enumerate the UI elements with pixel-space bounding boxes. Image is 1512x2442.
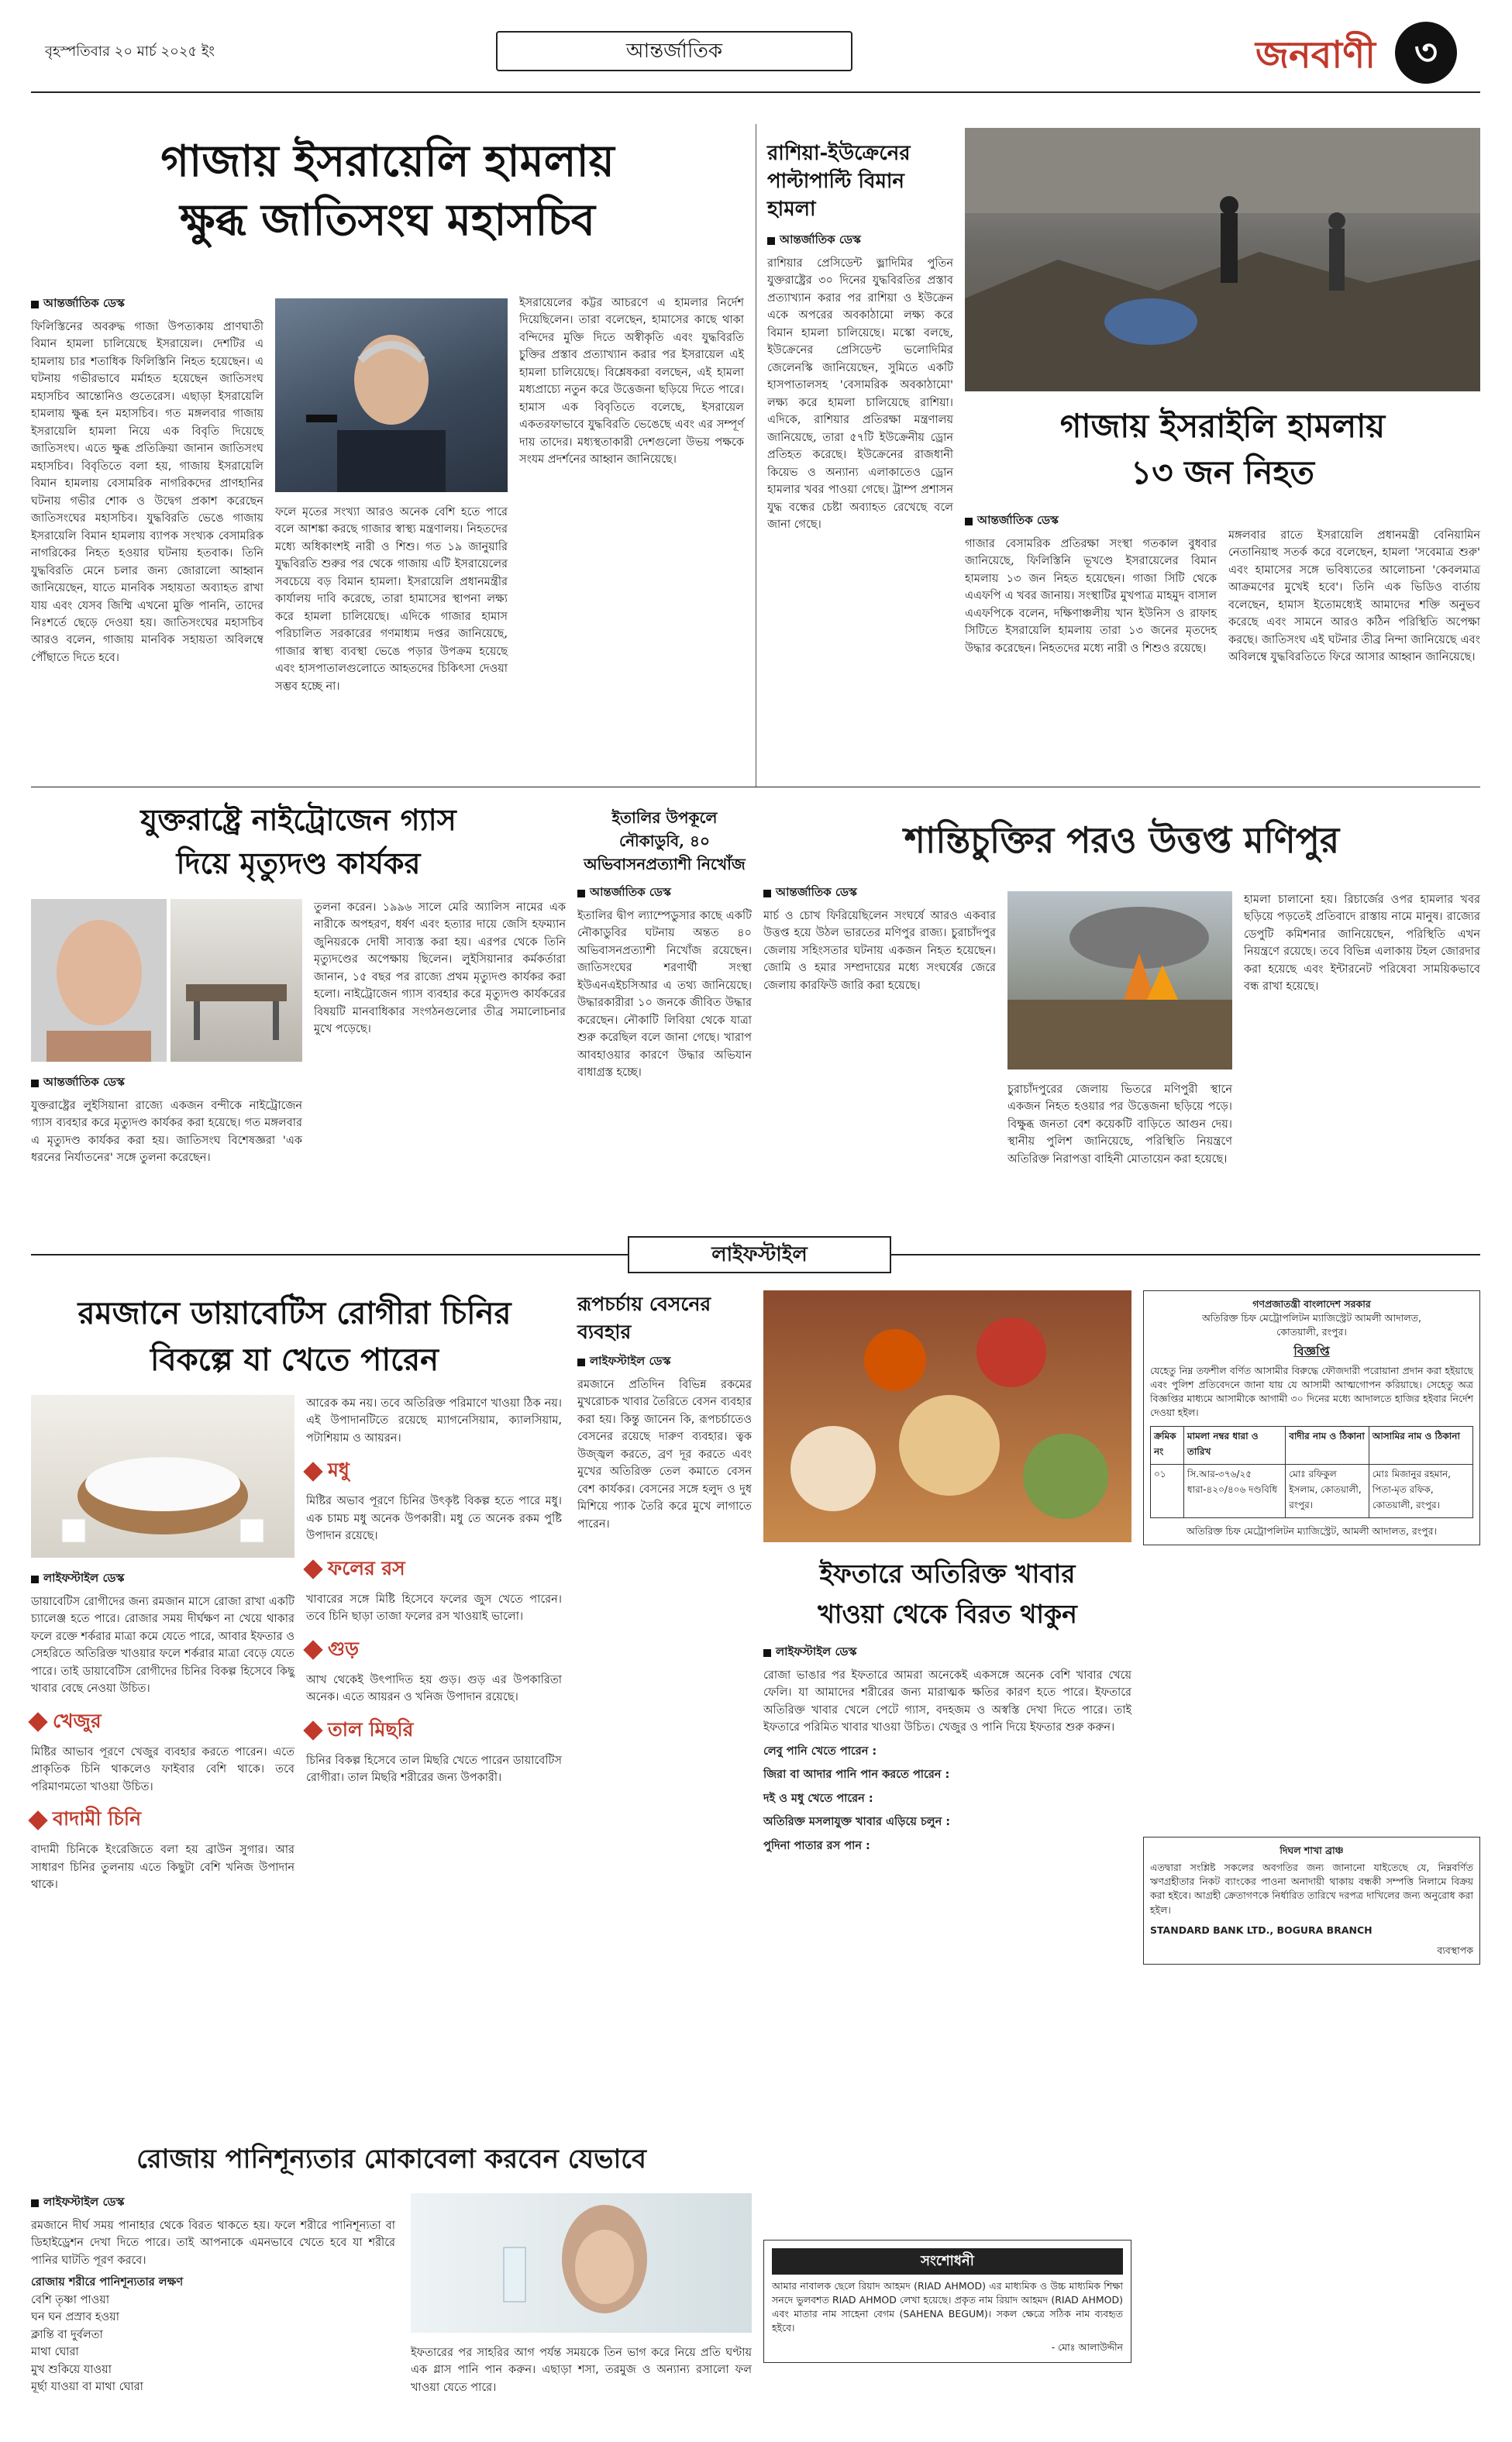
issue-date: বৃহস্পতিবার ২০ মার্চ ২০২৫ ইং [45, 43, 215, 60]
correction-box [763, 2240, 1131, 2363]
iftar-tip5: পুদিনা পাতার রস পান : [763, 1839, 870, 1852]
gaza13-col1 [965, 511, 1217, 657]
subhead-khejur: খেজুর [31, 1706, 294, 1739]
iftar-dept: লাইফস্টাইল ডেস্ক [763, 1643, 1131, 1662]
russia-body: রাশিয়ার প্রেসিডেন্ট ভ্লাদিমির পুতিন যুক্তরাষ্ট্রের ৩০ দিনের যুদ্ধবিরতির প্রস্তাব প্রত্যাখ্যান করার পর রাশিয়া ও ইউক্রেন একে অপরের অবকাঠামো লক্ষ্য করে বিমান হামলা চালিয়েছে। মস্কো বলছে, ইউক্রেনের প্রেসিডেন্ট ভলোদিমির জেলেনস্কি জানিয়েছেন, সুমিতে একটি হাসপাতালসহ 'বেসামরিক অবকাঠামো' লক্ষ্য করে হামলা চালিয়েছে রাশিয়া। এদিকে, রাশিয়ার প্রতিরক্ষা মন্ত্রণালয় জানিয়েছে, তারা ৫৭টি ইউক্রেনীয় ড্রোন প্রতিহত করেছে। ইউক্রেনের রাজধানী কিয়েভ ও অন্যান্য এলাকাতেও ড্রোন হামলার খবর পাওয়া গেছে। ট্রাম্প প্রশাসন যুদ্ধ বন্ধের চেষ্টা অব্যাহত রেখেছে বলে জানা গেছে। [767, 257, 953, 532]
lead-body-col2: ফলে মৃতের সংখ্যা আরও অনেক বেশি হতে পারে বলে আশঙ্কা করছে গাজার স্বাস্থ্য মন্ত্রণালয়। নিহতদের মধ্যে অধিকাংশই নারী ও শিশু। গত ১৯ জানুয়ারি যুদ্ধবিরতি শুরুর পর থেকে গাজায় এটি ইসরায়েলের সবচেয়ে বড় বিমান হামলা। ইসরায়েলি প্রধানমন্ত্রীর কার্যালয় দাবি করেছে, তারা হামাসের স্থাপনা লক্ষ্য করে হামলা চালিয়েছে। এদিকে গাজার হামাস পরিচালিত সরকারের গণমাধ্যম দপ্তর জানিয়েছে, গাজার স্বাস্থ্য ব্যবস্থা ভেঙে পড়ার উপক্রম হয়েছে এবং হাসপাতালগুলোতে আহতদের চিকিৎসা দেওয়া সম্ভব হচ্ছে না। [275, 506, 508, 693]
execution-chamber-photo [170, 899, 302, 1062]
diabetes-col1 [31, 1569, 294, 1894]
khejur-body: মিষ্টির আভাব পূরণে খেজুর ব্যবহার করতে পারেন। এতে প্রাকৃতিক চিনি থাকলেও ফাইবার বেশি থাকে। তবে পরিমাণমতো খাওয়া উচিত। [31, 1745, 294, 1793]
manipur-col1 [763, 883, 996, 994]
masthead-rule [31, 91, 1480, 93]
iftar-tip4: অতিরিক্ত মসলাযুক্ত খাবার এড়িয়ে চলুন : [763, 1816, 951, 1829]
water-list-title: রোজায় শরীরে পানিশূন্যতার লক্ষণ [31, 2276, 184, 2289]
subhead-fol: ফলের রস [306, 1553, 562, 1586]
diabetes-headline-line2: বিকল্পে যা খেতে পারেন [150, 1342, 439, 1378]
water-list-item: ক্লান্তি বা দুর্বলতা [31, 2328, 103, 2341]
manipur-body-col3: হামলা চালানো হয়। রিচার্জের ওপর হামলার খবর ছড়িয়ে পড়তেই প্রতিবাদে রাস্তায় নামে মানুষ। রাজ্যের ডেপুটি কমিশনার জানিয়েছেন, পরিস্থিতি এখন নিয়ন্ত্রণে রয়েছে। তবে বিভিন্ন এলাকায় টহল জোরদার করা হয়েছে এবং ইন্টারনেট পরিষেবা সাময়িকভাবে বন্ধ রাখা হয়েছে। [1244, 894, 1480, 994]
woman-illustration [411, 2193, 752, 2333]
guterres-photo [275, 298, 508, 492]
water-list-item: মূর্ছা যাওয়া বা মাথা ঘোরা [31, 2381, 143, 2394]
lead-body-col1: ফিলিস্তিনের অবরুদ্ধ গাজা উপত্যকায় প্রাণঘাতী বিমান হামলা চালিয়েছে ইসরায়েল। দেশটির এ হামলায় চার শতাধিক ফিলিস্তিনি নিহত হয়েছেন। এ ঘটনায় গভীরভাবে মর্মাহত হয়েছেন জাতিসংঘ মহাসচিব আন্তোনিও গুতেরেস। এছাড়া ইসরায়েলি হামলায় ক্ষুব্ধ হন মহাসচিব। গত মঙ্গলবার গাজায় ইসরায়েলি হামলা নিয়ে এক বিবৃতি দিয়েছে জাতিসংঘ। এতে ক্ষুব্ধ প্রতিক্রিয়া জানান জাতিসংঘ মহাসচিব। বিবৃতিতে বলা হয়, গাজায় ইসরায়েলি বিমান হামলায় বেসামরিক নাগরিকদের প্রাণহানির ঘটনায় গভীর শোক ও উদ্বেগ প্রকাশ করেছেন জাতিসংঘের মহাসচিব। যুদ্ধবিরতি ভেঙে গাজায় ইসরায়েলি বিমান হামলায় ব্যাপক সংখ্যক বেসামরিক নাগরিকের নিহত হওয়ার ঘটনায় হতবাক। তিনি যুদ্ধবিরতি মেনে চলার জন্য জোরালো আহ্বান জানিয়েছেন, যাতে মানবিক সহায়তা অব্যাহত রাখা যায় এবং যেসব জিম্মি এখনো মুক্তি পাননি, তাদের নিঃশর্তে ছেড়ে দেওয়া হয়। জাতিসংঘের মহাসচিব আরও বলেন, গাজায় মানবিক সহায়তা অবিলম্বে পৌঁছাতে দিতে হবে। [31, 321, 263, 664]
newspaper-logo: জনবাণী [1255, 33, 1376, 77]
italy-headline: ইতালির উপকূলে নৌকাডুবি, ৪০ অভিবাসনপ্রত্যাশী নিখোঁজ [584, 808, 746, 873]
iftar-body: রোজা ভাঙার পর ইফতারে আমরা অনেকেই একসঙ্গে অনেক বেশি খাবার খেয়ে ফেলি। যা আমাদের শরীরের জন্য মারাত্মক ক্ষতির কারণ হতে পারে। ইফতারে অতিরিক্ত খাবার খেলে পেটে গ্যাস, বদহজম ও অস্বস্তি দেখা দিতে পারে। তাই ইফতারে পরিমিত খাবার খাওয়া উচিত। খেজুর ও পানি দিয়ে ইফতার শুরু করুন। [763, 1669, 1131, 1734]
notice-th: বাদীর নাম ও ঠিকানা [1286, 1427, 1369, 1465]
subhead-gur: গুড় [306, 1634, 562, 1667]
usa-body1: যুক্তরাষ্ট্রের লুইসিয়ানা রাজ্যে একজন বন্দীকে নাইট্রোজেন গ্যাস ব্যবহার করে মৃত্যুদণ্ড কার্যকর করা হয়েছে। গত মঙ্গলবার এ মৃত্যুদণ্ড কার্যকর করা হয়। জাতিসংঘ বিশেষজ্ঞরা 'এক ধরনের নির্যাতনের' সঙ্গে তুলনা করেছেন। [31, 1100, 302, 1165]
notice2-title: দিঘল শাখা ব্রাঞ্চ [1280, 1844, 1344, 1856]
usa-headline-line1: যুক্তরাষ্ট্রে নাইট্রোজেন গ্যাস [140, 802, 456, 837]
water-dept: লাইফস্টাইল ডেস্ক [31, 2193, 395, 2213]
sugar-photo [31, 1395, 294, 1558]
fol-body: খাবারের সঙ্গে মিষ্টি হিসেবে ফলের জুস খেতে পারেন। তবে চিনি ছাড়া তাজা ফলের রস খাওয়াই ভালো। [306, 1593, 562, 1624]
usa-headline [31, 798, 566, 885]
notice-td: মোঃ রফিকুল ইসলাম, কোতয়ালী, রংপুর। [1286, 1465, 1369, 1518]
correction-sign: - মোঃ আলাউদ্দীন [1051, 2340, 1123, 2353]
iftar-tip3: দই ও মধু খেতে পারেন : [763, 1792, 873, 1805]
iftar-photo [763, 1290, 1131, 1542]
notice-th: আসামির নাম ও ঠিকানা [1369, 1427, 1472, 1465]
iftar-tip1: লেবু পানি খেতে পারেন : [763, 1745, 877, 1758]
besan-story [577, 1290, 752, 1533]
russia-dept: আন্তর্জাতিক ডেস্ক [767, 231, 953, 250]
diabetes-headline-line1: রমজানে ডায়াবেটিস রোগীরা চিনির [77, 1295, 511, 1331]
gaza13-headline-line1: গাজায় ইসরাইলি হামলায় [1059, 407, 1386, 445]
gaza13-headline-line2: ১৩ জন নিহত [1130, 453, 1315, 491]
diabetes-dept: লাইফস্টাইল ডেস্ক [31, 1569, 294, 1589]
fire-illustration [1007, 891, 1232, 1069]
modhu-body: মিষ্টির অভাব পূরণে চিনির উৎকৃষ্ট বিকল্প হতে পারে মধু। এক চামচ মধু অনেক উপকারী। মধু তে অনেক রকম পুষ্টি উপাদান রয়েছে। [306, 1495, 562, 1543]
italy-story [577, 806, 752, 1082]
lead-col3 [519, 294, 744, 469]
water-list-item: বেশি তৃষ্ণা পাওয়া [31, 2293, 110, 2306]
manipur-col2 [1007, 1081, 1232, 1168]
lead-headline-line2: ক্ষুব্ধ জাতিসংঘ মহাসচিব [180, 195, 595, 246]
gaza13-body-col1: গাজার বেসামরিক প্রতিরক্ষা সংস্থা গতকাল বুধবার জানিয়েছে, ফিলিস্তিনি ভূখণ্ডে ইসরায়েলের বিমান হামলায় ১৩ জন নিহত হয়েছেন। গাজা সিটি থেকে এএফপি এ খবর জানায়। সংস্থাটির মুখপাত্র মাহমুদ বাসাল এএফপিকে বলেন, দক্ষিণাঞ্চলীয় খান ইউনিস ও রাফাহ সিটিতে ইসরায়েলি হামলায় তারা ১৩ জনের মৃতদেহ উদ্ধার করেছেন। নিহতদের মধ্যে নারী ও শিশুও রয়েছে। [965, 538, 1217, 655]
tal-body: চিনির বিকল্প হিসেবে তাল মিছরি খেতে পারেন ডায়াবেটিস রোগীরা। তাল মিছরি শরীরের জন্য উপকারী। [306, 1754, 562, 1785]
woman-drinking-photo [411, 2193, 752, 2333]
manipur-body-col1: মার্চ ও চোখ ফিরিয়েছিলেন সংঘর্ষে আরও একবার উত্তপ্ত হয়ে উঠল ভারতের মণিপুর রাজ্য। চুরাচাঁদপুর জেলায় সহিংসতার ঘটনায় একজন নিহত হয়েছেন। জোমি ও হমার সম্প্রদায়ের মধ্যে সংঘর্ষের জেরে জেলায় কারফিউ জারি করা হয়েছে। [763, 910, 996, 992]
water-headline: রোজায় পানিশূন্যতার মোকাবেলা করবেন যেভাবে [136, 2144, 646, 2175]
gaza13-headline [965, 403, 1480, 496]
manipur-dept: আন্তর্জাতিক ডেস্ক [763, 883, 996, 903]
correction-body: আমার নাবালক ছেলে রিয়াদ আহমদ (RIAD AHMOD) এর মাধ্যমিক ও উচ্চ মাধ্যমিক শিক্ষা সনদে ভুলবশত RIAD AHMOD লেখা হয়েছে। প্রকৃত নাম রিয়াদ আহমদ (RIAD AHMOD) এবং মাতার নাম সাহেনা বেগম (SAHENA BEGUM)। সকল ক্ষেত্রে সঠিক নাম ব্যবহৃত হইবে। [772, 2280, 1123, 2334]
italy-body: ইতালির দ্বীপ ল্যাম্পেডুসার কাছে একটি নৌকাডুবির ঘটনায় অন্তত ৪০ অভিবাসনপ্রত্যাশী নিখোঁজ রয়েছেন। জাতিসংঘের শরণার্থী সংস্থা ইউএনএইচসিআর এ তথ্য জানিয়েছে। উদ্ধারকারীরা ১০ জনকে জীবিত উদ্ধার করেছেন। নৌকাটি লিবিয়া থেকে যাত্রা শুরু করেছিল বলে জানা গেছে। খারাপ আবহাওয়ার কারণে উদ্ধার অভিযান বাধাগ্রস্ত হচ্ছে। [577, 910, 752, 1080]
diabetes-col2-intro: আরেক কম নয়। তবে অতিরিক্ত পরিমাণে খাওয়া ঠিক নয়। এই উপাদানটিতে রয়েছে ম্যাগনেসিয়াম, ক্যালসিয়াম, পটাশিয়াম ও আয়রন। [306, 1397, 562, 1445]
diabetes-headline [31, 1290, 558, 1383]
besan-dept: লাইফস্টাইল ডেস্ক [577, 1352, 752, 1372]
notice-top: গণপ্রজাতন্ত্রী বাংলাদেশ সরকার [1252, 1298, 1371, 1310]
manipur-fire-photo [1007, 891, 1232, 1069]
correction-title: সংশোধনী [772, 2248, 1123, 2275]
water-col1 [31, 2193, 395, 2396]
iftar-headline-line1: ইফতারে অতিরিক্ত খাবার [819, 1559, 1076, 1589]
notice-sign: অতিরিক্ত চিফ মেট্রোপলিটন ম্যাজিস্ট্রেট, আমলী আদালত, রংপুর। [1186, 1525, 1438, 1538]
subhead-tal: তাল মিছরি [306, 1714, 562, 1748]
notice-court: অতিরিক্ত চিফ মেট্রোপলিটন ম্যাজিস্ট্রেট আমলী আদালত, [1202, 1312, 1421, 1324]
notice-title: বিজ্ঞপ্তি [1293, 1344, 1330, 1359]
portrait-illustration [31, 899, 167, 1062]
usa-headline-line2: দিয়ে মৃত্যুদণ্ড কার্যকর [176, 846, 421, 880]
notice-td: ০১ [1151, 1465, 1184, 1518]
water-list-item: মুখ শুকিয়ে যাওয়া [31, 2363, 112, 2376]
portrait-illustration [275, 298, 508, 492]
notice-td: মোঃ মিজানুর রহমান, পিতা-মৃত রফিক, কোতয়ালী, রংপুর। [1369, 1465, 1472, 1518]
lead-dept: আন্তর্জাতিক ডেস্ক [31, 294, 263, 314]
lifestyle-section-label: লাইফস্টাইল [628, 1236, 891, 1273]
lead-col2 [275, 504, 508, 695]
russia-story [767, 139, 953, 534]
iftar-headline [763, 1554, 1131, 1634]
rubble-illustration [965, 128, 1480, 391]
gaza-rubble-photo [965, 128, 1480, 391]
notice2-sign: ব্যবস্থাপক [1437, 1944, 1473, 1956]
italy-dept: আন্তর্জাতিক ডেস্ক [577, 883, 752, 903]
iftar-body-block [763, 1643, 1131, 1855]
notice-table [1150, 1426, 1473, 1518]
usa-body2: তুলনা করেন। ১৯৯৬ সালে মেরি অ্যালিস নামের এক নারীকে অপহরণ, ধর্ষণ এবং হত্যার দায়ে জেসি হফম্যান জুনিয়রকে দোষী সাব্যস্ত করা হয়। এরপর থেকে তিনি মৃত্যুদণ্ডের অপেক্ষায় ছিলেন। লুইসিয়ানার কর্মকর্তারা জানান, ১৫ বছর পর রাজ্যে প্রথম মৃত্যুদণ্ড কার্যকর করা হলো। নাইট্রোজেন গ্যাস ব্যবহার করে মৃত্যুদণ্ড কার্যকরের বিষয়টি মানবাধিকার সংগঠনগুলোর তীব্র সমালোচনার মুখে পড়েছে। [314, 901, 566, 1036]
manipur-headline: শান্তিচুক্তির পরও উত্তপ্ত মণিপুর [904, 819, 1340, 861]
usa-dept: আন্তর্জাতিক ডেস্ক [31, 1073, 302, 1093]
water-list-item: মাথা ঘোরা [31, 2346, 79, 2359]
water-body: রমজানে দীর্ঘ সময় পানাহার থেকে বিরত থাকতে হয়। ফলে শরীরে পানিশূন্যতা বা ডিহাইড্রেশন দেখা দিতে পারে। তাই আপনাকে এমনভাবে খেতে হবে যা শরীরে পানির ঘাটতি পূরণ করবে। [31, 2220, 395, 2267]
subhead-badami: বাদামী চিনি [31, 1803, 294, 1837]
lead-body-col3: ইসরায়েলের কট্টর আচরণে এ হামলার নির্দেশ দিয়েছিলেন। তারা বলেছেন, হামাসের কাছে থাকা বন্দিদের মুক্তি দিতে অস্বীকৃতি এবং যুদ্ধবিরতি চুক্তির প্রস্তাব প্রত্যাখ্যান করার পর ইসরায়েল এই হামলা চালিয়েছে। বিশ্লেষকরা বলছেন, এই হামলা মধ্যপ্রাচ্যে নতুন করে উত্তেজনা ছড়িয়ে দিতে পারে। হামাস এক বিবৃতিতে বলেছে, ইসরায়েল একতরফাভাবে যুদ্ধবিরতি ভেঙেছে এবং এর সম্পূর্ণ দায় তাদের। মধ্যস্থতাকারী দেশগুলো উভয় পক্ষকে সংযম প্রদর্শনের আহ্বান জানিয়েছে। [519, 297, 744, 467]
badami-body: বাদামী চিনিকে ইংরেজিতে বলা হয় ব্রাউন সুগার। আর সাধারণ চিনির তুলনায় এতে কিছুটা বেশি খনিজ উপাদান থাকে। [31, 1844, 294, 1892]
manipur-col3 [1244, 891, 1480, 996]
besan-body: রমজানে প্রতিদিন বিভিন্ন রকমের মুখরোচক খাবার তৈরিতে বেসন ব্যবহার করা হয়। কিন্তু জানেন কি, রূপচর্চাতেও বেসনের রয়েছে দারুণ ব্যবহার। ত্বক উজ্জ্বল করতে, ব্রণ দূর করতে এবং মুখের অতিরিক্ত তেল কমাতে বেসন বেশ কার্যকর। বেসনের সঙ্গে হলুদ ও দুধ মিশিয়ে প্যাক তৈরি করে মুখে লাগাতে পারেন। [577, 1379, 752, 1531]
lead-headline-line1: গাজায় ইসরায়েলি হামলায় [160, 136, 615, 187]
diabetes-intro: ডায়াবেটিস রোগীদের জন্য রমজান মাসে রোজা রাখা একটি চ্যালেঞ্জ হতে পারে। রোজার সময় দীর্ঘক্ষণ না খেয়ে থাকার ফলে রক্তে শর্করার মাত্রা কমে যেতে পারে, আবার ইফতার ও সেহরিতে অতিরিক্ত খাওয়ার ফলে শর্করার মাত্রা বেড়ে যেতে পারে। তাই ডায়াবেটিস রোগীদের চিনির বিকল্প হিসেবে কিছু খাবার বেছে নেওয়া উচিত। [31, 1596, 294, 1696]
page-number: ৩ [1395, 22, 1457, 84]
water-col2 [411, 2344, 752, 2396]
water-list-item: ঘন ঘন প্রস্রাব হওয়া [31, 2311, 119, 2324]
convict-photo [31, 899, 167, 1062]
iftar-food-illustration [763, 1290, 1131, 1542]
besan-headline: রূপচর্চায় বেসনের ব্যবহার [577, 1293, 711, 1343]
manipur-body-col2: চুরাচাঁদপুরের জেলায় ভিতরে মণিপুরী স্থানে একজন নিহত হওয়ার পর উত্তেজনা ছড়িয়ে পড়ে। বিক্ষুব্ধ জনতা বেশ কয়েকটি বাড়িতে আগুন দেয়। স্থানীয় পুলিশ জানিয়েছে, পরিস্থিতি নিয়ন্ত্রণে অতিরিক্ত নিরাপত্তা বাহিনী মোতায়েন করা হয়েছে। [1007, 1083, 1232, 1166]
notice-th: মামলা নম্বর ধারা ও তারিখ [1183, 1427, 1285, 1465]
notice-body: যেহেতু নিম্ন তফশীল বর্ণিত আসামীর বিরুদ্ধে ফৌজদারী পরোয়ানা প্রদান করা হইয়াছে এবং পুলিশ প্রতিবেদনে জানা যায় যে আসামী আত্মগোপন করিয়াছে। সেহেতু অত্র বিজ্ঞপ্তির মাধ্যমে আসামীকে আগামী ৩০ দিনের মধ্যে আদালতে হাজির হইবার নির্দেশ দেওয়া হইল। [1150, 1364, 1473, 1418]
gaza13-body-col2: মঙ্গলবার রাতে ইসরায়েলি প্রধানমন্ত্রী বেনিয়ামিন নেতানিয়াহু সতর্ক করে বলেছেন, হামলা 'সবেমাত্র শুরু' এবং হামাসের সঙ্গে ভবিষ্যতের আলোচনা 'কেবলমাত্র আক্রমণের মুখেই হবে'। তিনি এক ভিডিও বার্তায় বলেছেন, হামাস ইতোমধ্যেই আমাদের শক্তি অনুভব করেছে এবং সামনে আরও কঠিন পরিস্থিতি অপেক্ষা করছে। জাতিসংঘ এই ঘটনার তীব্র নিন্দা জানিয়েছে এবং অবিলম্বে যুদ্ধবিরতিতে ফিরে আসার আহ্বান জানিয়েছে। [1228, 529, 1480, 664]
notice2-body: এতদ্বারা সংশ্লিষ্ট সকলের অবগতির জন্য জানানো যাইতেছে যে, নিম্নবর্ণিত ঋণগ্রহীতার নিকট ব্যাংকের পাওনা অনাদায়ী থাকায় বন্ধকী সম্পত্তি নিলামে বিক্রয় করা হইবে। আগ্রহী ক্রেতাগণকে নির্ধারিত তারিখে দরপত্র দাখিলের জন্য অনুরোধ করা হইল। [1150, 1862, 1473, 1916]
subhead-modhu: মধু [306, 1455, 562, 1488]
lead-col1 [31, 294, 263, 666]
notice-place: কোতয়ালী, রংপুর। [1276, 1326, 1347, 1338]
lead-headline [31, 132, 744, 250]
gaza13-col2 [1228, 527, 1480, 666]
court-notice [1143, 1290, 1480, 1545]
gaza13-dept: আন্তর্জাতিক ডেস্ক [965, 511, 1217, 531]
water-col2-body: ইফতারের পর সাহরির আগ পর্যন্ত সময়কে তিন ভাগ করে নিয়ে প্রতি ঘণ্টায় এক গ্লাস পানি পান করুন। এছাড়া শসা, তরমুজ ও অন্যান্য রসালো ফল খাওয়া যেতে পারে। [411, 2347, 752, 2394]
masthead [0, 0, 1512, 116]
diabetes-col2 [306, 1395, 562, 1787]
usa-dept-box [31, 1073, 302, 1167]
bank-notice [1143, 1837, 1480, 1965]
gur-body: আখ থেকেই উৎপাদিত হয় গুড়। গুড় এর উপকারিতা অনেক। এতে আয়রন ও খনিজ উপাদান রয়েছে। [306, 1673, 562, 1704]
russia-headline: রাশিয়া-ইউক্রেনের পাল্টাপাল্টি বিমান হামলা [767, 142, 911, 221]
iftar-tip2: জিরা বা আদার পানি পান করতে পারেন : [763, 1769, 950, 1782]
notice2-bank: STANDARD BANK LTD., BOGURA BRANCH [1150, 1924, 1373, 1936]
chamber-illustration [170, 899, 302, 1062]
notice-th: ক্রমিক নং [1151, 1427, 1184, 1465]
notice-td: সি.আর-৩৭৬/২৫ ধারা-৪২০/৪০৬ দণ্ডবিধি [1183, 1465, 1285, 1518]
iftar-headline-line2: খাওয়া থেকে বিরত থাকুন [818, 1599, 1077, 1629]
section-label: আন্তর্জাতিক [496, 31, 852, 71]
usa-col2 [314, 899, 566, 1038]
sugar-bowl-illustration [31, 1395, 294, 1558]
